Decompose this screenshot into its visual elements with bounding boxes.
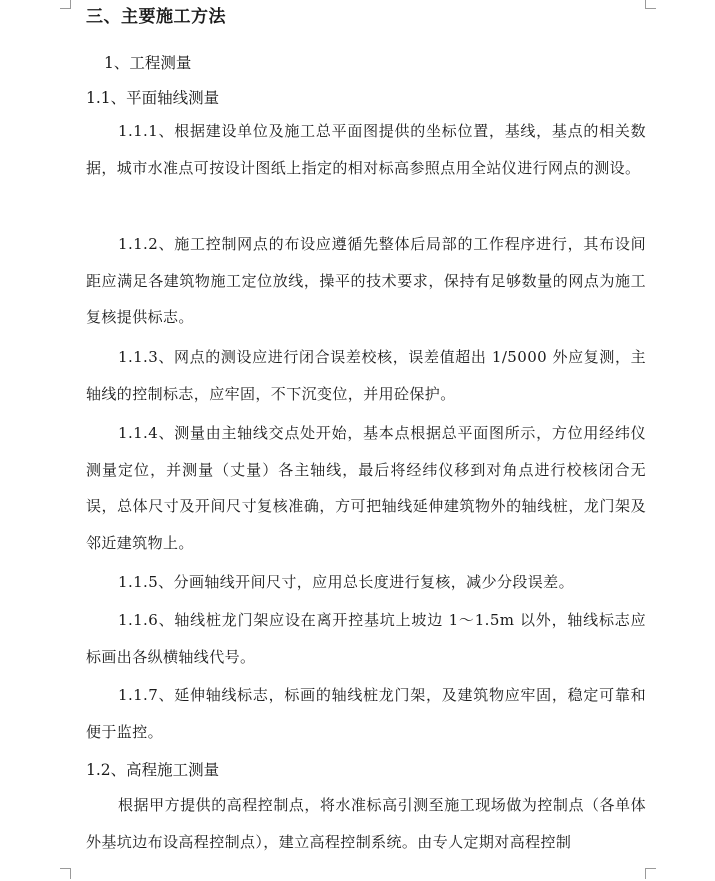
section-title: 三、主要施工方法 xyxy=(86,7,226,27)
paragraph: 1.1.5、分画轴线开间尺寸，应用总长度进行复核，减少分段误差。 xyxy=(118,573,574,591)
paragraph: 根据甲方提供的高程控制点，将水准标高引测至施工现场做为控制点（各单体外基坑边布设高程控制点），建立高程控制系统。由专人定期对高程控制 xyxy=(86,796,646,851)
paragraph: 1.1.4、测量由主轴线交点处开始，基本点根据总平面图所示，方位用经纬仪测量定位，并测量（丈量）各主轴线，最后将经纬仪移到对角点进行校核闭合无误，总体尺寸及开间尺寸复核准确，方可把轴线延伸建筑物外的轴线桩，龙门架及邻近建筑物上。 xyxy=(86,424,646,552)
page-corner-mark-bottom-right xyxy=(645,868,656,879)
sub-title: 1、工程测量 xyxy=(104,54,192,72)
paragraph: 1.1.2、施工控制网点的布设应遵循先整体后局部的工作程序进行，其布设间距应满足各建筑物施工定位放线，操平的技术要求，保持有足够数量的网点为施工复核提供标志。 xyxy=(86,235,646,326)
subsection-heading: 1.1、平面轴线测量 xyxy=(86,89,220,107)
paragraph: 1.1.1、根据建设单位及施工总平面图提供的坐标位置，基线，基点的相关数据，城市水准点可按设计图纸上指定的相对标高参照点用全站仪进行网点的测设。 xyxy=(86,122,646,177)
paragraph: 1.1.3、网点的测设应进行闭合误差校核，误差值超出 1/5000 外应复测，主轴线的控制标志，应牢固，不下沉变位，并用砼保护。 xyxy=(86,348,646,403)
subsection-heading: 1.2、高程施工测量 xyxy=(86,761,220,779)
paragraph: 1.1.7、延伸轴线标志，标画的轴线桩龙门架，及建筑物应牢固，稳定可靠和便于监控。 xyxy=(86,686,646,741)
paragraph: 1.1.6、轴线桩龙门架应设在离开控基坑上坡边 1～1.5m 以外，轴线标志应标画出各纵横轴线代号。 xyxy=(86,611,646,666)
page-corner-mark-bottom-left xyxy=(60,868,71,879)
page-corner-mark-top-right xyxy=(645,0,656,9)
page-corner-mark-top-left xyxy=(60,0,71,9)
